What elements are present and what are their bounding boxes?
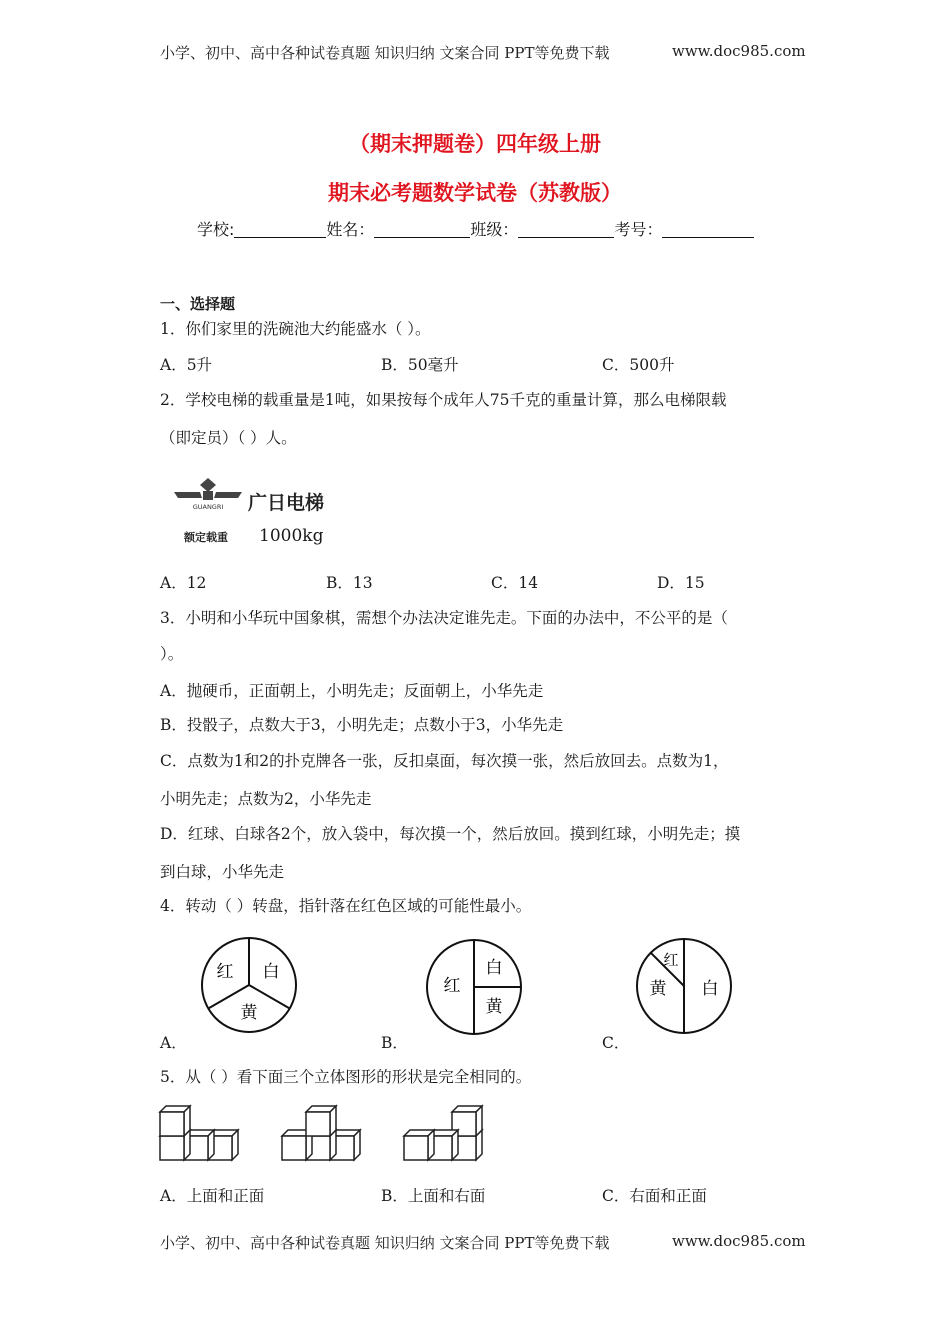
rated-load-value: 1000kg	[259, 526, 324, 546]
elevator-brand: 广日电梯	[248, 492, 325, 514]
elevator-logo-icon	[172, 476, 244, 512]
number-blank[interactable]	[662, 221, 754, 238]
q5-option-c[interactable]: C．右面和正面	[602, 1187, 707, 1205]
q3-option-a[interactable]: A．抛硬币，正面朝上，小明先走；反面朝上，小华先走	[160, 682, 544, 700]
school-blank[interactable]	[234, 221, 326, 238]
cube-figure-2	[282, 1106, 360, 1160]
q4-option-b[interactable]: B．	[381, 1034, 408, 1052]
q3-option-d-line-2[interactable]: 到白球，小华先走	[160, 863, 285, 881]
question-3-line-1: 3．小明和小华玩中国象棋，需想个办法决定谁先走。下面的办法中，不公平的是（	[160, 609, 728, 627]
name-label: 姓名：	[326, 220, 375, 239]
spinner-c	[634, 936, 734, 1036]
spinner-a-red: 红	[216, 962, 234, 982]
section-title: 一、选择题	[160, 295, 236, 313]
q1-option-b[interactable]: B．50毫升	[381, 356, 459, 374]
page-header-url: www.doc985.com	[672, 42, 806, 60]
q1-option-c[interactable]: C．500升	[602, 356, 675, 374]
question-1: 1．你们家里的洗碗池大约能盛水（ ）。	[160, 320, 431, 338]
page-footer-url: www.doc985.com	[672, 1232, 806, 1250]
cube-figure-1	[160, 1106, 238, 1160]
spinner-a-white: 白	[262, 962, 280, 982]
q5-option-b[interactable]: B．上面和右面	[381, 1187, 486, 1205]
spinner-b-yellow: 黄	[485, 997, 503, 1017]
q2-option-d[interactable]: D．15	[657, 574, 705, 592]
q2-option-b[interactable]: B．13	[326, 574, 373, 592]
number-label: 考号：	[614, 220, 663, 239]
page-header-text: 小学、初中、高中各种试卷真题 知识归纳 文案合同 PPT等免费下载	[160, 44, 610, 62]
spinner-a	[199, 935, 299, 1035]
class-label: 班级：	[470, 220, 519, 239]
q2-option-c[interactable]: C．14	[491, 574, 539, 592]
question-2-line-1: 2．学校电梯的载重量是1吨，如果按每个成年人75千克的重量计算，那么电梯限载	[160, 391, 727, 409]
page-footer-text: 小学、初中、高中各种试卷真题 知识归纳 文案合同 PPT等免费下载	[160, 1234, 610, 1252]
cube-figure-3	[404, 1106, 482, 1160]
q5-option-a[interactable]: A．上面和正面	[160, 1187, 265, 1205]
class-blank[interactable]	[518, 221, 614, 238]
spinner-c-white: 白	[701, 979, 719, 999]
q4-option-c[interactable]: C．	[602, 1034, 630, 1052]
title-line-2: 期末必考题数学试卷（苏教版）	[328, 181, 622, 205]
q3-option-b[interactable]: B．投骰子，点数大于3，小明先走；点数小于3，小华先走	[160, 716, 564, 734]
spinner-b-white: 白	[485, 958, 503, 978]
spinner-c-red: 红	[663, 951, 679, 969]
spinner-b	[424, 937, 524, 1037]
title-line-1: （期末押题卷）四年级上册	[349, 132, 601, 156]
q1-option-a[interactable]: A．5升	[160, 356, 213, 374]
student-info-row	[197, 217, 754, 240]
question-5: 5．从（ ）看下面三个立体图形的形状是完全相同的。	[160, 1068, 532, 1086]
logo-small-text: GUANGRI	[192, 503, 224, 511]
q2-option-a[interactable]: A．12	[160, 574, 207, 592]
question-2-line-2: （即定员）（ ）人。	[160, 429, 297, 447]
q3-option-c-line-1[interactable]: C．点数为1和2的扑克牌各一张，反扣桌面，每次摸一张，然后放回去。点数为1，	[160, 752, 729, 770]
spinner-a-yellow: 黄	[240, 1003, 258, 1023]
q4-option-a[interactable]: A．	[160, 1034, 187, 1052]
q3-option-d-line-1[interactable]: D．红球、白球各2个，放入袋中，每次摸一个，然后放回。摸到红球，小明先走；摸	[160, 825, 741, 843]
cube-figures	[150, 1098, 510, 1168]
name-blank[interactable]	[374, 221, 470, 238]
school-label: 学校:	[197, 220, 235, 239]
q3-option-c-line-2[interactable]: 小明先走；点数为2，小华先走	[160, 790, 372, 808]
question-3-line-2: ）。	[160, 645, 184, 663]
rated-load-label: 额定载重	[184, 531, 228, 544]
spinner-b-red: 红	[443, 976, 461, 996]
spinner-c-yellow: 黄	[649, 979, 667, 999]
question-4: 4．转动（ ）转盘，指针落在红色区域的可能性最小。	[160, 897, 532, 915]
